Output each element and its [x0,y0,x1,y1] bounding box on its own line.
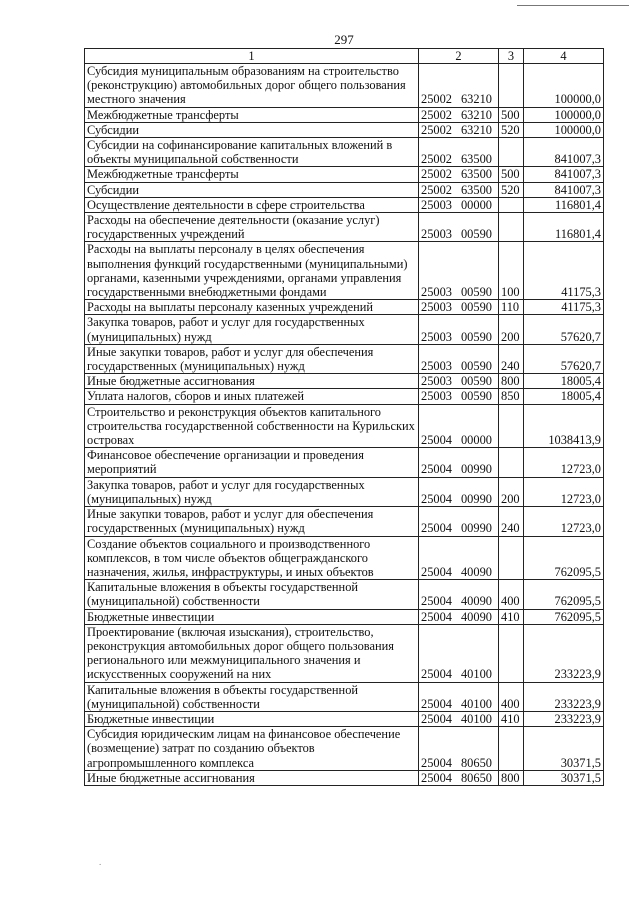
row-target-code [419,624,499,682]
row-target-code [419,536,499,580]
row-name: Субсидия юридическим лицам на финансовое обеспечение (возмещение) затрат по созданию объектов агропромышленного комплекса [85,727,419,771]
row-target-code [419,609,499,624]
code-part-2: 63500 [460,182,492,197]
row-name: Закупка товаров, работ и услуг для государственных (муниципальных) нужд [85,315,419,344]
row-name: Уплата налогов, сборов и иных платежей [85,389,419,404]
table-row [85,448,604,477]
code-part-2: 63500 [460,152,492,167]
row-amount: 30371,5 [524,770,604,785]
code-part-2: 40090 [460,609,492,624]
row-expense-type: 850 [499,389,524,404]
code-part-2: 63210 [460,107,492,122]
code-part-2: 00590 [460,227,492,242]
table-row [85,770,604,785]
code-part-1: 25003 [421,329,452,344]
row-target-code [419,374,499,389]
row-target-code [419,682,499,711]
row-expense-type [499,64,524,108]
row-name: Создание объектов социального и производственного комплексов, в том числе объектов общегражданского назначения, жилья, инфраструктуры, и иных объектов [85,536,419,580]
table-row [85,242,604,300]
code-part-2: 00590 [460,285,492,300]
row-amount: 841007,3 [524,182,604,197]
row-expense-type: 800 [499,374,524,389]
code-part-2: 40100 [460,711,492,726]
row-target-code [419,477,499,506]
row-expense-type: 520 [499,182,524,197]
row-name: Бюджетные инвестиции [85,609,419,624]
column-header: 3 [499,49,524,64]
table-row [85,389,604,404]
row-expense-type [499,213,524,242]
row-name: Субсидии на софинансирование капитальных вложений в объекты муниципальной собственности [85,138,419,167]
code-part-1: 25003 [421,389,452,404]
code-part-2: 63500 [460,167,492,182]
row-expense-type [499,536,524,580]
row-name: Закупка товаров, работ и услуг для государственных (муниципальных) нужд [85,477,419,506]
table-row [85,682,604,711]
table-header-row [85,49,604,64]
row-amount: 841007,3 [524,138,604,167]
code-part-2: 00590 [460,300,492,315]
row-target-code [419,507,499,536]
row-amount: 12723,0 [524,448,604,477]
table-row [85,624,604,682]
column-header: 2 [419,49,499,64]
code-part-2: 40100 [460,667,492,682]
code-part-1: 25004 [421,609,452,624]
row-amount: 18005,4 [524,374,604,389]
row-name: Иные бюджетные ассигнования [85,770,419,785]
code-part-1: 25003 [421,359,452,374]
budget-table [84,48,604,786]
row-target-code [419,64,499,108]
page-number: 297 [334,32,354,47]
row-name: Бюджетные инвестиции [85,711,419,726]
row-amount: 762095,5 [524,609,604,624]
row-target-code [419,448,499,477]
code-part-1: 25004 [421,667,452,682]
scan-mark: . [99,857,102,867]
code-part-1: 25004 [421,433,452,448]
table-row [85,404,604,448]
code-part-2: 00990 [460,491,492,506]
code-part-2: 63210 [460,122,492,137]
row-target-code [419,404,499,448]
row-amount: 57620,7 [524,315,604,344]
row-amount: 41175,3 [524,242,604,300]
row-expense-type [499,727,524,771]
code-part-1: 25004 [421,755,452,770]
row-expense-type: 110 [499,300,524,315]
table-row [85,213,604,242]
row-amount: 762095,5 [524,536,604,580]
code-part-2: 00590 [460,359,492,374]
code-part-2: 40090 [460,594,492,609]
code-part-1: 25004 [421,564,452,579]
code-part-1: 25003 [421,374,452,389]
table-row [85,507,604,536]
row-target-code [419,197,499,212]
row-expense-type [499,404,524,448]
row-target-code [419,315,499,344]
row-name: Субсидии [85,182,419,197]
code-part-1: 25003 [421,285,452,300]
row-target-code [419,213,499,242]
code-part-1: 25002 [421,152,452,167]
row-target-code [419,580,499,609]
row-expense-type [499,624,524,682]
row-name: Расходы на выплаты персоналу казенных учреждений [85,300,419,315]
table-row [85,344,604,373]
row-name: Финансовое обеспечение организации и проведения мероприятий [85,448,419,477]
code-part-2: 40100 [460,696,492,711]
table-row [85,197,604,212]
row-target-code [419,182,499,197]
code-part-2: 63210 [460,92,492,107]
code-part-1: 25004 [421,594,452,609]
code-part-1: 25004 [421,462,452,477]
row-amount: 41175,3 [524,300,604,315]
row-name: Иные закупки товаров, работ и услуг для обеспечения государственных (муниципальных) нужд [85,507,419,536]
row-expense-type: 500 [499,107,524,122]
code-part-2: 80650 [460,755,492,770]
row-target-code [419,167,499,182]
table-row [85,167,604,182]
row-name: Субсидии [85,122,419,137]
row-expense-type: 410 [499,711,524,726]
code-part-1: 25002 [421,92,452,107]
row-name: Межбюджетные трансферты [85,167,419,182]
row-expense-type: 200 [499,477,524,506]
row-name: Капитальные вложения в объекты государственной (муниципальной) собственности [85,580,419,609]
row-expense-type: 240 [499,344,524,373]
row-amount: 18005,4 [524,389,604,404]
row-target-code [419,344,499,373]
row-expense-type: 410 [499,609,524,624]
row-name: Осуществление деятельности в сфере строительства [85,197,419,212]
code-part-2: 80650 [460,770,492,785]
row-expense-type: 100 [499,242,524,300]
row-amount: 116801,4 [524,213,604,242]
table-row [85,609,604,624]
code-part-1: 25003 [421,227,452,242]
row-expense-type: 240 [499,507,524,536]
code-part-1: 25004 [421,491,452,506]
row-expense-type: 200 [499,315,524,344]
table-row [85,315,604,344]
code-part-2: 00590 [460,329,492,344]
code-part-1: 25002 [421,107,452,122]
row-amount: 100000,0 [524,122,604,137]
code-part-1: 25004 [421,770,452,785]
table-row [85,107,604,122]
row-name: Иные бюджетные ассигнования [85,374,419,389]
row-expense-type: 400 [499,682,524,711]
row-amount: 233223,9 [524,682,604,711]
row-name: Межбюджетные трансферты [85,107,419,122]
code-part-2: 00590 [460,374,492,389]
code-part-1: 25002 [421,182,452,197]
code-part-2: 00990 [460,462,492,477]
row-amount: 841007,3 [524,167,604,182]
code-part-2: 00000 [460,197,492,212]
row-amount: 12723,0 [524,507,604,536]
row-expense-type: 800 [499,770,524,785]
table-row [85,64,604,108]
code-part-2: 00590 [460,389,492,404]
header-rule [517,5,629,6]
table-row [85,300,604,315]
row-target-code [419,107,499,122]
code-part-1: 25003 [421,300,452,315]
row-name: Расходы на обеспечение деятельности (оказание услуг) государственных учреждений [85,213,419,242]
table-row [85,122,604,137]
row-expense-type [499,197,524,212]
row-expense-type: 500 [499,167,524,182]
row-target-code [419,138,499,167]
row-amount: 12723,0 [524,477,604,506]
row-target-code [419,711,499,726]
table-row [85,711,604,726]
column-header: 1 [85,49,419,64]
table-row [85,727,604,771]
row-amount: 116801,4 [524,197,604,212]
row-name: Субсидия муниципальным образованиям на строительство (реконструкцию) автомобильных дорог общего пользования местного значения [85,64,419,108]
code-part-1: 25003 [421,197,452,212]
table-row [85,374,604,389]
row-target-code [419,122,499,137]
row-amount: 57620,7 [524,344,604,373]
table-row [85,580,604,609]
code-part-1: 25004 [421,711,452,726]
row-amount: 1038413,9 [524,404,604,448]
code-part-1: 25002 [421,122,452,137]
code-part-1: 25004 [421,696,452,711]
code-part-1: 25002 [421,167,452,182]
code-part-2: 00990 [460,521,492,536]
row-amount: 100000,0 [524,107,604,122]
table-row [85,536,604,580]
table-row [85,477,604,506]
row-expense-type: 400 [499,580,524,609]
column-header: 4 [524,49,604,64]
row-expense-type [499,138,524,167]
table-row [85,138,604,167]
code-part-1: 25004 [421,521,452,536]
row-target-code [419,770,499,785]
row-amount: 30371,5 [524,727,604,771]
row-name: Строительство и реконструкция объектов капитального строительства государственной собственности на Курильских островах [85,404,419,448]
row-name: Расходы на выплаты персоналу в целях обеспечения выполнения функций государственными (муниципальными) органами, казенными учреждениями, органами управления государственными внебюджетными фондами [85,242,419,300]
row-name: Проектирование (включая изыскания), строительство, реконструкция автомобильных дорог общего пользования регионального или межмуниципального значения и искусственных сооружений на них [85,624,419,682]
row-expense-type: 520 [499,122,524,137]
row-target-code [419,242,499,300]
row-name: Иные закупки товаров, работ и услуг для обеспечения государственных (муниципальных) нужд [85,344,419,373]
row-target-code [419,727,499,771]
code-part-2: 40090 [460,564,492,579]
row-amount: 762095,5 [524,580,604,609]
row-amount: 233223,9 [524,711,604,726]
row-amount: 100000,0 [524,64,604,108]
row-expense-type [499,448,524,477]
row-target-code [419,300,499,315]
row-amount: 233223,9 [524,624,604,682]
table-row [85,182,604,197]
code-part-2: 00000 [460,433,492,448]
row-target-code [419,389,499,404]
row-name: Капитальные вложения в объекты государственной (муниципальной) собственности [85,682,419,711]
